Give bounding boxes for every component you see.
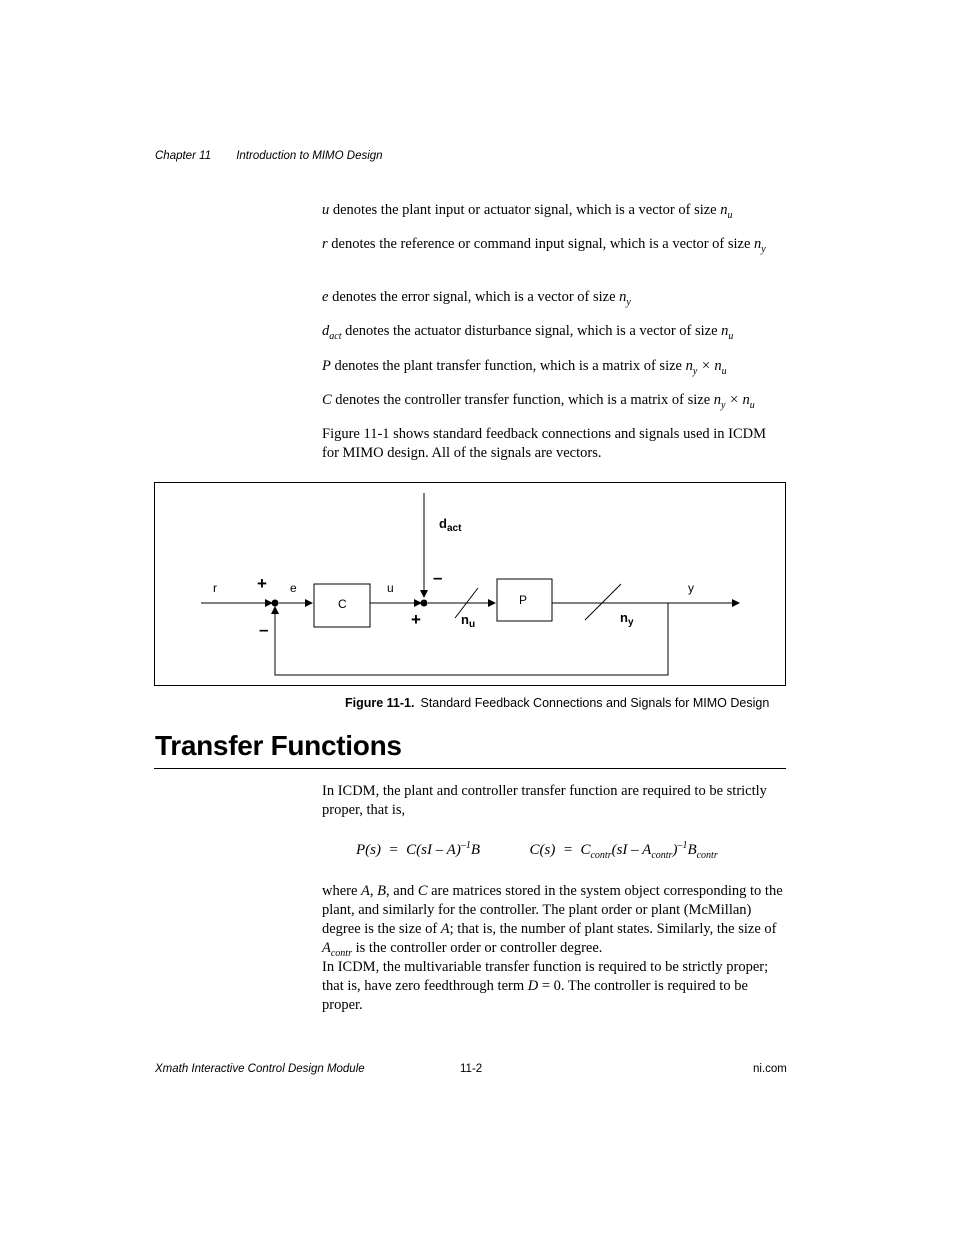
feedback-block-diagram [155,483,785,685]
caption-text: Standard Feedback Connections and Signals for MIMO Design [420,696,770,710]
section-rule [154,768,786,769]
label-plus-2: + [411,610,421,629]
label-r: r [213,581,217,595]
label-y: y [688,581,694,595]
feedback-arrowhead [271,606,279,614]
page-header [155,150,383,162]
label-dact: $d_{act}$ [439,516,462,534]
figure-caption [345,696,769,710]
summing-junction-2 [421,600,428,607]
label-minus-2: – [433,568,443,587]
paragraph-strictly-proper: In ICDM, the plant and controller transfer function are required to be strictly proper, that is, [322,783,767,818]
figure-frame [154,482,786,686]
ny-slash [585,584,621,620]
summing-junction-1 [272,600,279,607]
label-ny: $n_y$ [620,610,634,628]
label-controller: C [338,597,347,611]
label-u: u [387,581,394,595]
chapter-title: Introduction to MIMO Design [236,150,383,162]
footer-manual-title: Xmath Interactive Control Design Module [155,1063,365,1075]
transfer-function-equation: P(s) = C(sI – A)$^{-1}$B $C(s) = C_{contr}(sI - A_{contr})^{-1}B_{contr}$ [356,840,718,861]
definition-p: P denotes the plant transfer function, which is a matrix of size $n_y \times n_u$ [322,358,727,377]
label-nu: $n_u$ [461,612,476,630]
definition-e: e denotes the error signal, which is a vector of size $n_y$ [322,289,631,308]
chapter-label: Chapter 11 [155,150,212,162]
definition-u: u denotes the plant input or actuator signal, which is a vector of size $n_u$ [322,202,733,221]
label-minus-1: – [259,620,269,639]
label-e: e [290,581,297,595]
footer-website: ni.com [753,1063,787,1075]
section-title: Transfer Functions [155,730,402,761]
paragraph-matrices: where A, B, and C are matrices stored in the system object corresponding to the plant, and similarly for the controller. The plant order or plant (McMillan) degree is the size of A; that is, the number of plant states. Similarly, the size of $A_{contr}$ is the controller order or controller degree. In ICDM, the multivariable transfer function is required to be strictly proper; that is, have zero feedthrough term D = 0. The controller is required to be proper. [322,883,783,1013]
caption-label: Figure 11-1. [345,696,415,710]
definition-c: C denotes the controller transfer function, which is a matrix of size $n_y \times n_u$ [322,392,755,411]
label-plus-1: + [257,574,267,593]
figure-intro: Figure 11-1 shows standard feedback connections and signals used in ICDM for MIMO design. All of the signals are vectors. [322,426,767,461]
footer-page-number: 11-2 [460,1063,483,1075]
definition-dact: $d_{act}$ denotes the actuator disturbance signal, which is a vector of size $n_u$ [322,323,734,342]
label-plant: P [519,593,528,607]
definition-r: r denotes the reference or command input signal, which is a vector of size $n_y$ [322,236,766,255]
